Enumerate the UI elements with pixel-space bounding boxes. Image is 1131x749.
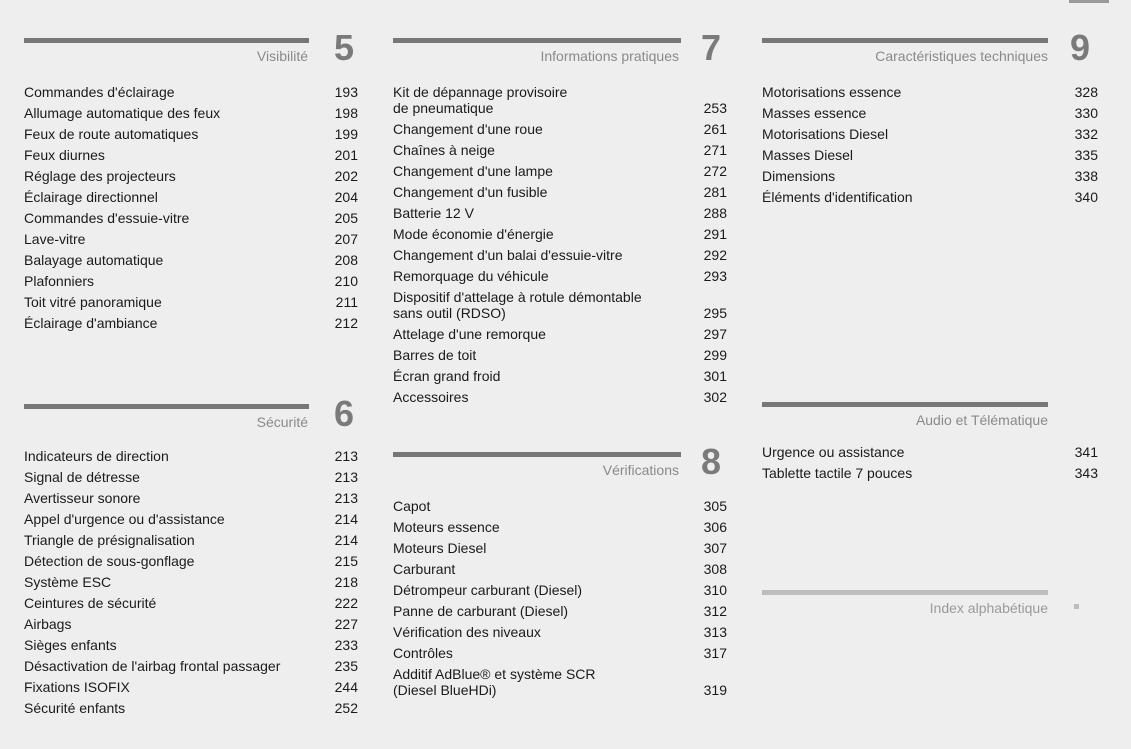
toc-entry[interactable] bbox=[393, 643, 727, 664]
section-divider-bar bbox=[393, 38, 681, 43]
toc-entry[interactable] bbox=[24, 271, 358, 292]
entry-page-number: 211 bbox=[335, 294, 358, 310]
entry-page-number: 332 bbox=[1074, 126, 1098, 142]
entry-page-number: 308 bbox=[703, 561, 727, 577]
entry-page-number: 253 bbox=[703, 100, 727, 116]
toc-entry[interactable] bbox=[24, 124, 358, 145]
section-title: Informations pratiques bbox=[540, 48, 679, 64]
entry-label: Changement d'une roue bbox=[393, 121, 543, 137]
entry-label: Commandes d'essuie-vitre bbox=[24, 210, 190, 226]
section-number: 8 bbox=[700, 441, 721, 482]
entry-label: Indicateurs de direction bbox=[24, 448, 169, 464]
entry-label: Panne de carburant (Diesel) bbox=[393, 603, 569, 619]
toc-entry[interactable] bbox=[24, 467, 358, 488]
entry-label: Kit de dépannage provisoire de pneumatique bbox=[393, 84, 568, 116]
entry-label: Changement d'un balai d'essuie-vitre bbox=[393, 247, 623, 263]
entry-page-number: 312 bbox=[703, 603, 727, 619]
section-divider-bar bbox=[393, 452, 681, 457]
section-verifications bbox=[393, 441, 733, 736]
section-audio-telematique bbox=[762, 396, 1102, 496]
toc-entry[interactable] bbox=[24, 446, 358, 467]
section-caracteristiques-techniques bbox=[762, 27, 1102, 232]
entry-page-number: 338 bbox=[1074, 168, 1098, 184]
section-number: 9 bbox=[1069, 27, 1090, 68]
entry-label: Additif AdBlue® et système SCR (Diesel BlueHDi) bbox=[393, 666, 596, 698]
toc-entry[interactable] bbox=[393, 203, 727, 224]
entry-page-number: 341 bbox=[1074, 444, 1098, 460]
entry-page-number: 313 bbox=[703, 624, 727, 640]
toc-entry[interactable] bbox=[393, 517, 727, 538]
entry-page-number: 343 bbox=[1074, 465, 1098, 481]
section-divider-bar bbox=[762, 38, 1048, 43]
entry-label: Accessoires bbox=[393, 389, 469, 405]
section-header bbox=[762, 396, 1102, 440]
toc-entry[interactable] bbox=[24, 572, 358, 593]
toc-entry[interactable] bbox=[393, 559, 727, 580]
toc-entry[interactable] bbox=[24, 488, 358, 509]
entry-label: Feux diurnes bbox=[24, 147, 105, 163]
entry-label: Allumage automatique des feux bbox=[24, 105, 221, 121]
section-header bbox=[24, 27, 364, 76]
section-title: Sécurité bbox=[256, 414, 308, 430]
entry-page-number: 218 bbox=[334, 574, 358, 590]
entry-list bbox=[24, 446, 358, 719]
entry-page-number: 293 bbox=[703, 268, 727, 284]
toc-entry[interactable] bbox=[762, 103, 1098, 124]
section-divider-bar bbox=[24, 38, 309, 43]
entry-label: Moteurs essence bbox=[393, 519, 500, 535]
entry-label: Lave-vitre bbox=[24, 231, 86, 247]
section-title: Audio et Télématique bbox=[915, 412, 1048, 428]
entry-label: Changement d'un fusible bbox=[393, 184, 548, 200]
toc-entry[interactable] bbox=[393, 538, 727, 559]
entry-page-number: 328 bbox=[1074, 84, 1098, 100]
entry-page-number: 201 bbox=[334, 147, 358, 163]
section-number: 7 bbox=[700, 27, 721, 68]
toc-entry[interactable] bbox=[24, 145, 358, 166]
entry-list bbox=[393, 82, 727, 408]
entry-label: Désactivation de l'airbag frontal passager bbox=[24, 658, 281, 674]
entry-page-number: 204 bbox=[334, 189, 358, 205]
entry-page-number: 299 bbox=[703, 347, 727, 363]
toc-entry[interactable] bbox=[393, 119, 727, 140]
section-divider-bar bbox=[24, 404, 309, 409]
entry-page-number: 210 bbox=[334, 273, 358, 289]
entry-list bbox=[24, 82, 358, 334]
entry-label: Dimensions bbox=[762, 168, 836, 184]
entry-page-number: 233 bbox=[334, 637, 358, 653]
entry-label: Changement d'une lampe bbox=[393, 163, 553, 179]
entry-page-number: 340 bbox=[1074, 189, 1098, 205]
entry-page-number: 281 bbox=[703, 184, 727, 200]
toc-entry[interactable] bbox=[24, 166, 358, 187]
entry-label: Éclairage d'ambiance bbox=[24, 315, 158, 331]
entry-label: Airbags bbox=[24, 616, 72, 632]
entry-list bbox=[762, 82, 1098, 208]
entry-page-number: 330 bbox=[1074, 105, 1098, 121]
entry-page-number: 291 bbox=[703, 226, 727, 242]
entry-label: Masses Diesel bbox=[762, 147, 854, 163]
toc-entry[interactable] bbox=[393, 387, 727, 408]
toc-entry[interactable] bbox=[24, 292, 358, 313]
toc-entry[interactable] bbox=[24, 530, 358, 551]
entry-label: Détection de sous-gonflage bbox=[24, 553, 195, 569]
toc-entry[interactable] bbox=[24, 677, 358, 698]
entry-page-number: 272 bbox=[703, 163, 727, 179]
entry-page-number: 302 bbox=[703, 389, 727, 405]
toc-entry[interactable] bbox=[393, 266, 727, 287]
entry-label: Moteurs Diesel bbox=[393, 540, 487, 556]
toc-entry[interactable] bbox=[24, 614, 358, 635]
entry-label: Barres de toit bbox=[393, 347, 477, 363]
entry-page-number: 297 bbox=[703, 326, 727, 342]
entry-page-number: 261 bbox=[703, 121, 727, 137]
entry-page-number: 292 bbox=[703, 247, 727, 263]
toc-entry[interactable] bbox=[762, 124, 1098, 145]
entry-page-number: 208 bbox=[334, 252, 358, 268]
entry-label: Urgence ou assistance bbox=[762, 444, 905, 460]
entry-label: Système ESC bbox=[24, 574, 112, 590]
entry-label: Sièges enfants bbox=[24, 637, 117, 653]
entry-label: Contrôles bbox=[393, 645, 453, 661]
section-securite bbox=[24, 393, 364, 738]
toc-entry[interactable] bbox=[24, 103, 358, 124]
toc-entry[interactable] bbox=[762, 145, 1098, 166]
corner-mark bbox=[1069, 0, 1109, 3]
toc-entry[interactable] bbox=[24, 551, 358, 572]
section-title: Visibilité bbox=[256, 48, 308, 64]
section-number: 5 bbox=[333, 27, 354, 68]
entry-label: Avertisseur sonore bbox=[24, 490, 141, 506]
toc-entry[interactable] bbox=[24, 593, 358, 614]
toc-entry[interactable] bbox=[762, 463, 1098, 484]
entry-page-number: 244 bbox=[334, 679, 358, 695]
entry-page-number: 305 bbox=[703, 498, 727, 514]
entry-page-number: 235 bbox=[334, 658, 358, 674]
entry-page-number: 212 bbox=[334, 315, 358, 331]
entry-page-number: 199 bbox=[334, 126, 358, 142]
entry-page-number: 213 bbox=[334, 490, 358, 506]
section-informations-pratiques bbox=[393, 27, 733, 422]
section-header bbox=[393, 441, 733, 490]
section-divider-bar bbox=[762, 590, 1048, 595]
toc-entry[interactable] bbox=[393, 324, 727, 345]
section-index-alphabetique bbox=[762, 584, 1102, 624]
toc-entry[interactable] bbox=[393, 601, 727, 622]
section-visibilite bbox=[24, 27, 364, 342]
entry-label: Carburant bbox=[393, 561, 456, 577]
toc-entry[interactable] bbox=[393, 245, 727, 266]
entry-page-number: 213 bbox=[334, 469, 358, 485]
toc-entry[interactable] bbox=[24, 656, 358, 677]
toc-entry[interactable] bbox=[393, 224, 727, 245]
entry-label: Motorisations essence bbox=[762, 84, 902, 100]
entry-label: Ceintures de sécurité bbox=[24, 595, 157, 611]
entry-page-number: 310 bbox=[703, 582, 727, 598]
entry-label: Triangle de présignalisation bbox=[24, 532, 195, 548]
entry-list bbox=[393, 496, 727, 701]
toc-entry[interactable] bbox=[393, 345, 727, 366]
entry-label: Détrompeur carburant (Diesel) bbox=[393, 582, 583, 598]
entry-label: Écran grand froid bbox=[393, 368, 501, 384]
entry-label: Batterie 12 V bbox=[393, 205, 474, 221]
entry-label: Remorquage du véhicule bbox=[393, 268, 549, 284]
section-title: Index alphabétique bbox=[929, 600, 1048, 616]
entry-page-number: 317 bbox=[703, 645, 727, 661]
toc-entry[interactable] bbox=[24, 208, 358, 229]
toc-entry[interactable] bbox=[24, 635, 358, 656]
entry-label: Attelage d'une remorque bbox=[393, 326, 546, 342]
section-title: Vérifications bbox=[602, 462, 679, 478]
section-header bbox=[762, 27, 1102, 76]
entry-label: Toit vitré panoramique bbox=[24, 294, 162, 310]
entry-label: Capot bbox=[393, 498, 431, 514]
toc-entry[interactable] bbox=[393, 140, 727, 161]
index-marker-icon bbox=[1074, 604, 1079, 609]
section-header bbox=[393, 27, 733, 76]
entry-page-number: 222 bbox=[334, 595, 358, 611]
toc-entry[interactable] bbox=[393, 664, 727, 701]
toc-entry[interactable] bbox=[393, 182, 727, 203]
section-header bbox=[24, 393, 364, 442]
entry-label: Fixations ISOFIX bbox=[24, 679, 130, 695]
entry-page-number: 214 bbox=[334, 532, 358, 548]
entry-page-number: 295 bbox=[703, 305, 727, 321]
entry-label: Vérification des niveaux bbox=[393, 624, 541, 640]
entry-list bbox=[762, 442, 1098, 484]
toc-entry[interactable] bbox=[24, 82, 358, 103]
entry-label: Appel d'urgence ou d'assistance bbox=[24, 511, 225, 527]
section-title: Caractéristiques techniques bbox=[875, 48, 1048, 64]
entry-label: Feux de route automatiques bbox=[24, 126, 199, 142]
entry-page-number: 335 bbox=[1074, 147, 1098, 163]
entry-page-number: 202 bbox=[334, 168, 358, 184]
entry-label: Motorisations Diesel bbox=[762, 126, 889, 142]
section-header bbox=[762, 584, 1102, 628]
entry-label: Dispositif d'attelage à rotule démontable sans outil (RDSO) bbox=[393, 289, 642, 321]
section-divider-bar bbox=[762, 402, 1048, 407]
entry-page-number: 319 bbox=[703, 682, 727, 698]
entry-label: Éléments d'identification bbox=[762, 189, 913, 205]
entry-label: Signal de détresse bbox=[24, 469, 140, 485]
entry-page-number: 198 bbox=[334, 105, 358, 121]
toc-entry[interactable] bbox=[393, 82, 727, 119]
entry-page-number: 288 bbox=[703, 205, 727, 221]
entry-label: Commandes d'éclairage bbox=[24, 84, 175, 100]
entry-label: Réglage des projecteurs bbox=[24, 168, 176, 184]
entry-label: Sécurité enfants bbox=[24, 700, 126, 716]
entry-page-number: 214 bbox=[334, 511, 358, 527]
toc-entry[interactable] bbox=[24, 509, 358, 530]
entry-label: Balayage automatique bbox=[24, 252, 164, 268]
entry-page-number: 307 bbox=[703, 540, 727, 556]
entry-page-number: 207 bbox=[334, 231, 358, 247]
entry-label: Masses essence bbox=[762, 105, 867, 121]
toc-entry[interactable] bbox=[24, 313, 358, 334]
entry-page-number: 301 bbox=[703, 368, 727, 384]
entry-page-number: 252 bbox=[334, 700, 358, 716]
toc-entry[interactable] bbox=[762, 442, 1098, 463]
toc-entry[interactable] bbox=[393, 496, 727, 517]
entry-page-number: 215 bbox=[334, 553, 358, 569]
toc-entry[interactable] bbox=[24, 250, 358, 271]
entry-page-number: 213 bbox=[334, 448, 358, 464]
toc-entry[interactable] bbox=[393, 622, 727, 643]
toc-entry[interactable] bbox=[393, 287, 727, 324]
entry-page-number: 205 bbox=[334, 210, 358, 226]
toc-entry[interactable] bbox=[762, 82, 1098, 103]
toc-entry[interactable] bbox=[24, 698, 358, 719]
toc-entry[interactable] bbox=[762, 187, 1098, 208]
entry-label: Plafonniers bbox=[24, 273, 95, 289]
entry-label: Éclairage directionnel bbox=[24, 189, 158, 205]
entry-page-number: 227 bbox=[334, 616, 358, 632]
toc-entry[interactable] bbox=[762, 166, 1098, 187]
toc-entry[interactable] bbox=[24, 229, 358, 250]
entry-page-number: 193 bbox=[334, 84, 358, 100]
entry-label: Tablette tactile 7 pouces bbox=[762, 465, 913, 481]
section-number: 6 bbox=[333, 393, 354, 434]
toc-entry[interactable] bbox=[24, 187, 358, 208]
toc-entry[interactable] bbox=[393, 366, 727, 387]
entry-label: Chaînes à neige bbox=[393, 142, 495, 158]
toc-entry[interactable] bbox=[393, 161, 727, 182]
entry-page-number: 306 bbox=[703, 519, 727, 535]
entry-page-number: 271 bbox=[703, 142, 727, 158]
toc-entry[interactable] bbox=[393, 580, 727, 601]
entry-label: Mode économie d'énergie bbox=[393, 226, 554, 242]
